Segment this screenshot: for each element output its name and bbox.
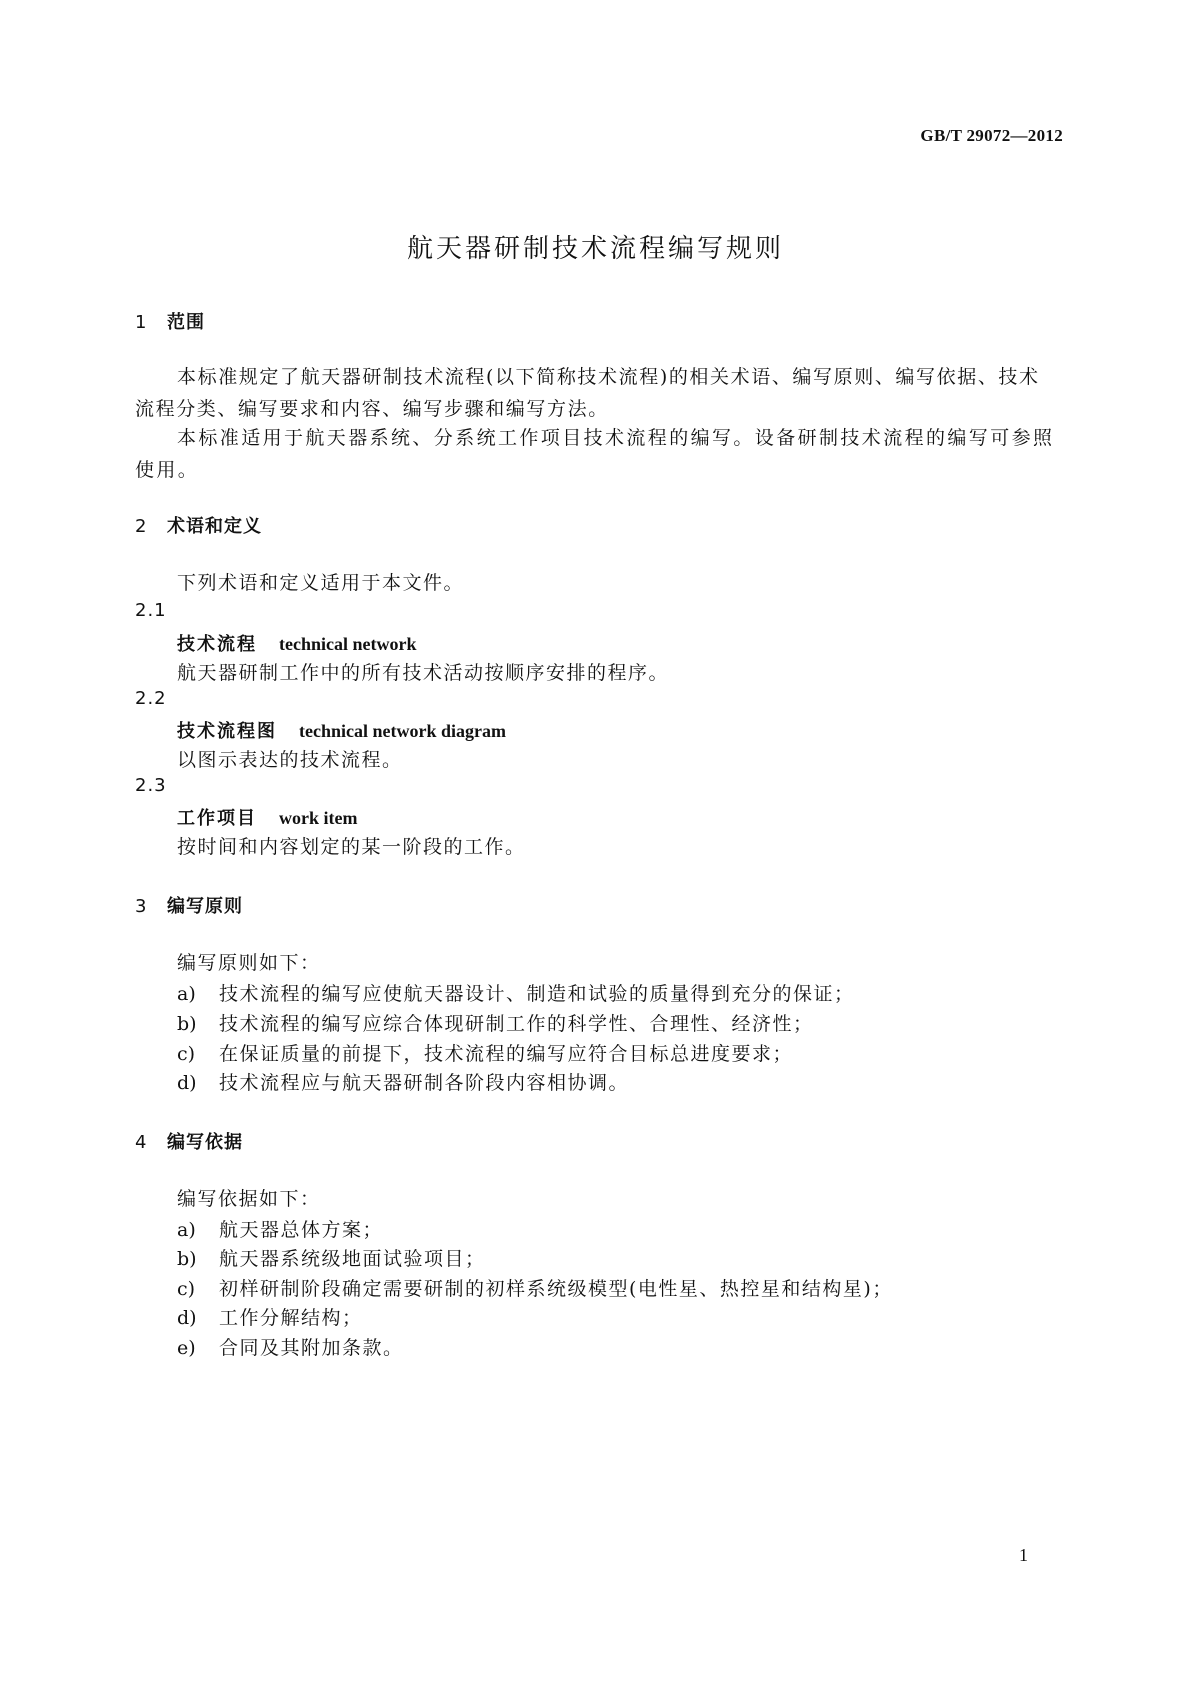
section-title: 范围 bbox=[167, 312, 205, 333]
term-number: 2.3 bbox=[135, 775, 167, 796]
list-item bbox=[177, 1244, 486, 1271]
list-text: 在保证质量的前提下，技术流程的编写应符合目标总进度要求； bbox=[219, 1043, 794, 1065]
term-number: 2.1 bbox=[135, 600, 167, 621]
scope-paragraph-1: 本标准规定了航天器研制技术流程(以下简称技术流程)的相关术语、编写原则、编写依据、技术流程分类、编写要求和内容、编写步骤和编写方法。 bbox=[135, 366, 1040, 420]
list-marker: d) bbox=[177, 1307, 197, 1329]
list-marker: b) bbox=[177, 1248, 197, 1270]
list-text: 合同及其附加条款。 bbox=[219, 1337, 404, 1359]
list-text: 航天器总体方案； bbox=[219, 1219, 384, 1241]
document-title: 航天器研制技术流程编写规则 bbox=[406, 234, 784, 264]
section-number: 4 bbox=[135, 1132, 148, 1153]
list-text: 工作分解结构； bbox=[219, 1307, 363, 1329]
section-title: 编写依据 bbox=[167, 1132, 243, 1153]
list-text: 技术流程应与航天器研制各阶段内容相协调。 bbox=[219, 1072, 630, 1094]
term-heading bbox=[177, 717, 506, 743]
list-item bbox=[177, 1303, 363, 1330]
list-text: 初样研制阶段确定需要研制的初样系统级模型(电性星、热控星和结构星)； bbox=[219, 1278, 893, 1300]
term-definition: 航天器研制工作中的所有技术活动按顺序安排的程序。 bbox=[177, 662, 670, 684]
list-marker: c) bbox=[177, 1278, 196, 1300]
term-chinese: 技术流程图 bbox=[177, 721, 277, 742]
section-title: 编写原则 bbox=[167, 896, 243, 917]
term-heading bbox=[177, 630, 416, 656]
list-item bbox=[177, 1068, 629, 1095]
term-chinese: 工作项目 bbox=[177, 808, 257, 829]
section-4-heading bbox=[135, 1128, 243, 1154]
term-chinese: 技术流程 bbox=[177, 634, 257, 655]
list-item bbox=[177, 1274, 893, 1301]
section-1-heading bbox=[135, 308, 205, 334]
list-marker: a) bbox=[177, 1219, 196, 1241]
list-marker: b) bbox=[177, 1013, 197, 1035]
section-number: 3 bbox=[135, 896, 148, 917]
list-marker: c) bbox=[177, 1043, 196, 1065]
list-text: 技术流程的编写应使航天器设计、制造和试验的质量得到充分的保证； bbox=[219, 983, 855, 1005]
list-text: 技术流程的编写应综合体现研制工作的科学性、合理性、经济性； bbox=[219, 1013, 814, 1035]
term-english: technical network bbox=[279, 634, 417, 654]
list-marker: d) bbox=[177, 1072, 197, 1094]
list-item bbox=[177, 1215, 383, 1242]
page-number: 1 bbox=[1019, 1545, 1028, 1565]
basis-intro: 编写依据如下： bbox=[177, 1188, 321, 1210]
term-definition: 按时间和内容划定的某一阶段的工作。 bbox=[177, 836, 526, 858]
list-item bbox=[177, 1333, 404, 1360]
term-english: technical network diagram bbox=[299, 721, 506, 741]
term-number: 2.2 bbox=[135, 688, 167, 709]
list-item bbox=[177, 979, 855, 1006]
term-definition: 以图示表达的技术流程。 bbox=[177, 749, 403, 771]
section-title: 术语和定义 bbox=[167, 516, 262, 537]
list-marker: e) bbox=[177, 1337, 196, 1359]
section-number: 2 bbox=[135, 516, 148, 537]
list-item bbox=[177, 1009, 814, 1036]
terms-intro: 下列术语和定义适用于本文件。 bbox=[177, 572, 465, 594]
section-number: 1 bbox=[135, 312, 148, 333]
section-2-heading bbox=[135, 512, 262, 538]
list-marker: a) bbox=[177, 983, 196, 1005]
term-heading bbox=[177, 804, 357, 830]
scope-paragraph-2: 本标准适用于航天器系统、分系统工作项目技术流程的编写。设备研制技术流程的编写可参照使用。 bbox=[135, 427, 1055, 481]
standard-code: GB/T 29072—2012 bbox=[920, 126, 1063, 145]
list-text: 航天器系统级地面试验项目； bbox=[219, 1248, 486, 1270]
term-english: work item bbox=[279, 808, 358, 828]
section-3-heading bbox=[135, 892, 243, 918]
list-item bbox=[177, 1039, 793, 1066]
principles-intro: 编写原则如下： bbox=[177, 952, 321, 974]
